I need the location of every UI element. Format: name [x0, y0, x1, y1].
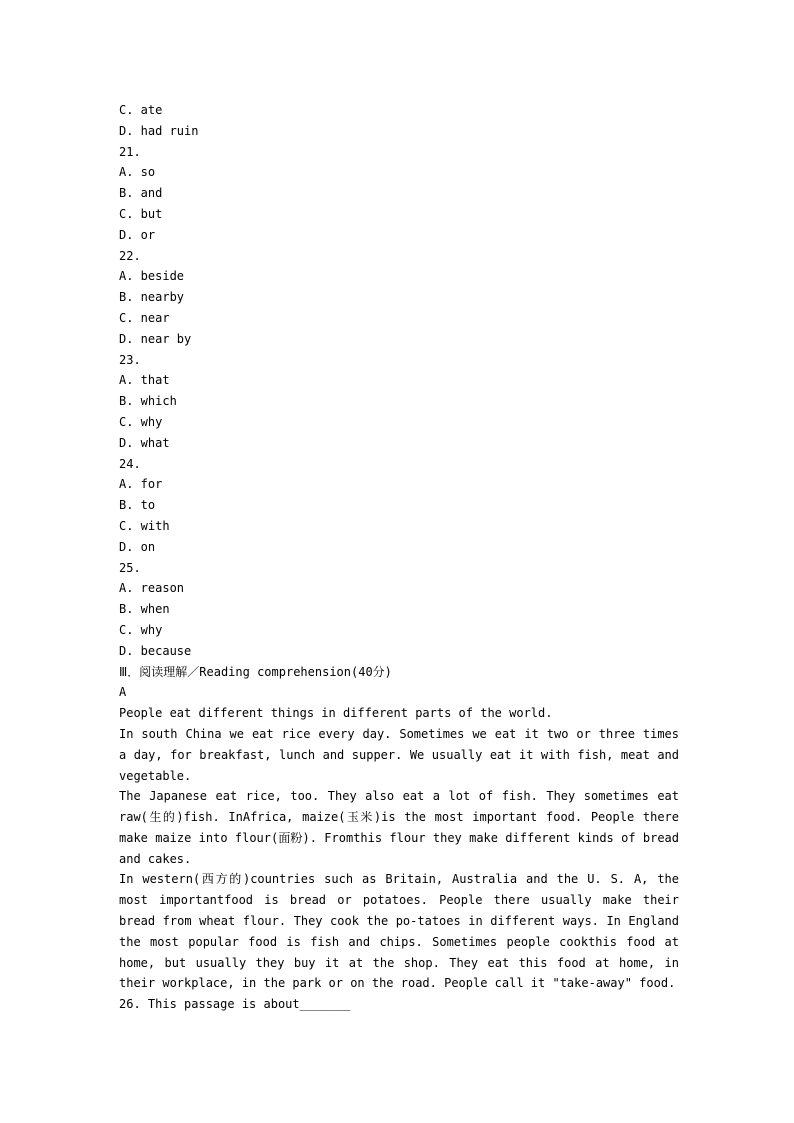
option-line: A. for [119, 477, 163, 492]
option-list [119, 266, 679, 349]
option-line: B. which [119, 394, 177, 409]
option-line: B. when [119, 602, 170, 617]
option-line: D. what [119, 435, 170, 450]
option-line: B. to [119, 498, 156, 513]
option-line: D. near by [119, 331, 192, 346]
option-line: C. ate [119, 103, 163, 117]
option-line: A. beside [119, 269, 185, 284]
passage-paragraph: In western(西方的)countries such as Britain, Australia and the U. S. A, the most importantfood is bread or potatoes. People there usually make their bread from wheat flour. They cook the po-tatoes in different ways. In England the most popular food is fish and chips. Sometimes people cookthis food at home, but usually they buy it at the shop. They eat this food at home, in their workplace, in the park or on the road. People call it "take-away" food. [119, 872, 687, 991]
passage-paragraph: The Japanese eat rice, too. They also eat a lot of fish. They sometimes eat raw(生的)fish. InAfrica, maize(玉米)is the most important food. People there make maize into flour(面粉). Fromthis flour they make different kinds of bread and cakes. [119, 789, 687, 866]
option-line: A. reason [119, 581, 185, 596]
option-line: A. that [119, 373, 170, 388]
option-line: C. why [119, 622, 163, 637]
option-line: C. why [119, 414, 163, 429]
option-line: D. on [119, 539, 156, 554]
option-list [119, 162, 679, 245]
option-line: B. nearby [119, 290, 185, 305]
question-26-stem: 26. This passage is about_______ [119, 997, 351, 1012]
passage-paragraph: In south China we eat rice every day. Sometimes we eat it two or three times a day, for breakfast, lunch and supper. We usually eat it with fish, meat and vegetable. [119, 726, 687, 783]
passage-paragraph: People eat different things in different parts of the world. [119, 706, 553, 721]
question-24 [119, 454, 679, 558]
option-line: D. because [119, 643, 192, 658]
option-line: B. and [119, 186, 163, 201]
question-21 [119, 142, 679, 246]
option-line: D. had ruin [119, 123, 199, 138]
part-label: A [119, 685, 127, 700]
question-number: 22. [119, 248, 141, 263]
option-line: D. or [119, 227, 156, 242]
option-line: C. but [119, 206, 163, 221]
question-23 [119, 350, 679, 454]
question-25 [119, 558, 679, 662]
question-number: 23. [119, 352, 141, 367]
section-title: Ⅲ．阅读理解／Reading comprehension(40分) [119, 664, 392, 679]
question-number: 25. [119, 560, 141, 575]
option-list [119, 370, 679, 453]
question-number: 21. [119, 144, 141, 159]
question-22 [119, 246, 679, 350]
option-list [119, 578, 679, 661]
option-line: A. so [119, 165, 156, 180]
question-number: 24. [119, 456, 141, 471]
option-list [119, 474, 679, 557]
reading-passage [119, 703, 687, 994]
document-page [119, 100, 687, 1015]
option-line: C. with [119, 518, 170, 533]
option-line: C. near [119, 310, 170, 325]
